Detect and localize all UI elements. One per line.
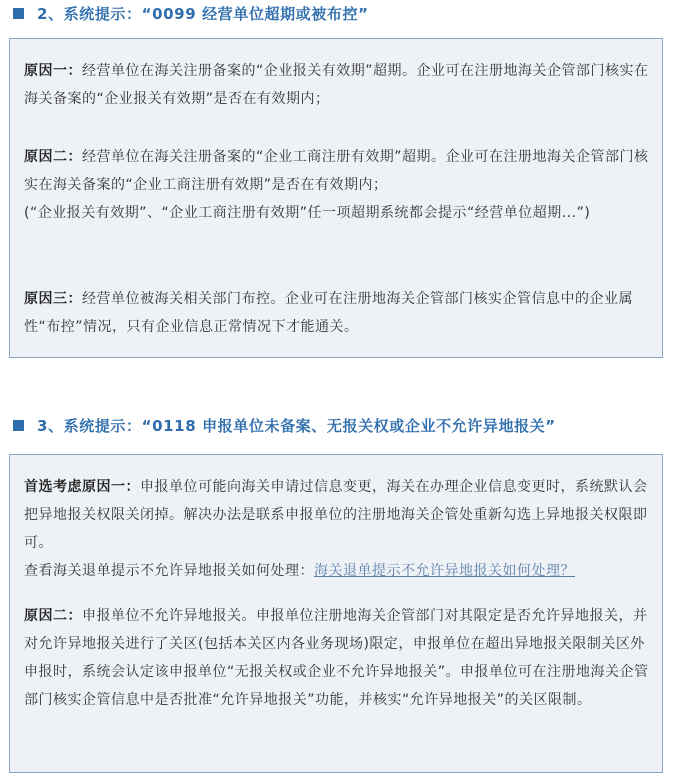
- refund-help-link[interactable]: 海关退单提示不允许异地报关如何处理？: [314, 563, 575, 579]
- section-2-box: [9, 38, 663, 358]
- reason-2-note: (“企业报关有效期”、“企业工商注册有效期”任一项超期系统都会提示“经营单位超期...”): [24, 205, 591, 221]
- lookup-prefix: 查看海关退单提示不允许异地报关如何处理：: [24, 563, 314, 579]
- section-2-reason-1: [24, 57, 650, 113]
- section-2-title: 2、系统提示：“0099 经营单位超期或被布控”: [37, 4, 369, 23]
- square-bullet-icon: [13, 8, 24, 19]
- section-3-header: [13, 413, 556, 437]
- section-2-header: [13, 1, 369, 25]
- reason-3-text: 经营单位被海关相关部门布控。企业可在注册地海关企管部门核实企管信息中的企业属性“布控”情况，只有企业信息正常情况下才能通关。: [24, 291, 633, 335]
- reason-2-label: 原因二：: [24, 149, 82, 165]
- reason-1-label: 原因一：: [24, 63, 82, 79]
- reason-1-text: 经营单位在海关注册备案的“企业报关有效期”超期。企业可在注册地海关企管部门核实在海关备案的“企业报关有效期”是否在有效期内；: [24, 63, 649, 107]
- reason-2-text: 申报单位不允许异地报关。申报单位注册地海关企管部门对其限定是否允许异地报关，并对允许异地报关进行了关区(包括本关区内各业务现场)限定，申报单位在超出异地报关限制关区外申报时，系统会认定该申报单位“无报关权或企业不允许异地报关”。申报单位可在注册地海关企管部门核实企管信息中是否批准“允许异地报关”功能，并核实“允许异地报关”的关区限制。: [24, 608, 649, 708]
- reason-2-text: 经营单位在海关注册备案的“企业工商注册有效期”超期。企业可在注册地海关企管部门核实在海关备案的“企业工商注册有效期”是否在有效期内；: [24, 149, 649, 193]
- section-2-reason-2: [24, 143, 650, 227]
- preferred-reason-label: 首选考虑原因一：: [24, 479, 140, 495]
- section-2-reason-3: [24, 285, 650, 341]
- section-3-title: 3、系统提示：“0118 申报单位未备案、无报关权或企业不允许异地报关”: [37, 416, 556, 435]
- section-3-box: [9, 454, 663, 773]
- preferred-reason-text: 申报单位可能向海关申请过信息变更，海关在办理企业信息变更时，系统默认会把异地报关权限关闭掉。解决办法是联系申报单位的注册地海关企管处重新勾选上异地报关权限即可。: [24, 479, 648, 551]
- reason-2-label: 原因二：: [24, 608, 82, 624]
- section-3-reason-2: [24, 602, 650, 714]
- section-3-reason-1: [24, 473, 650, 585]
- square-bullet-icon: [13, 420, 24, 431]
- reason-3-label: 原因三：: [24, 291, 82, 307]
